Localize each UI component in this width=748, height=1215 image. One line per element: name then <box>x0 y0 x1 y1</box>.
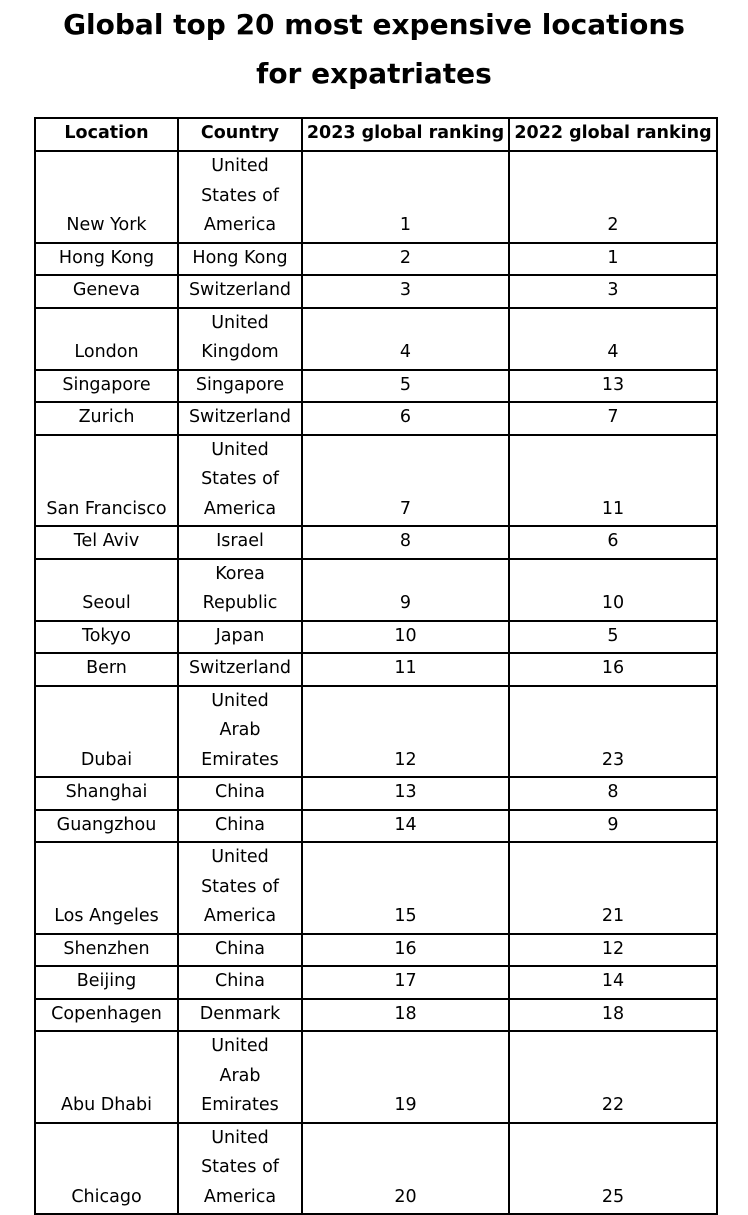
cell-2023-ranking: 10 <box>302 621 509 654</box>
cell-2022-ranking: 5 <box>509 621 717 654</box>
cell-country <box>178 1031 302 1123</box>
cell-2022-ranking: 2 <box>509 151 717 243</box>
table-row <box>35 243 717 276</box>
table-row <box>35 526 717 559</box>
cell-location: Geneva <box>35 275 178 308</box>
table-row <box>35 435 717 527</box>
cell-country-line: Arab <box>219 1065 261 1086</box>
table-row <box>35 842 717 934</box>
table-row <box>35 370 717 403</box>
table-row <box>35 653 717 686</box>
table-row <box>35 559 717 621</box>
cell-location: Beijing <box>35 966 178 999</box>
table-row <box>35 686 717 778</box>
cell-country-line: Republic <box>202 593 278 613</box>
cell-2023-ranking: 16 <box>302 934 509 967</box>
cell-2023-ranking: 2 <box>302 243 509 276</box>
cell-country <box>178 621 302 654</box>
cell-country-line: America <box>203 498 277 519</box>
header-2023-ranking: 2023 global ranking <box>302 118 509 151</box>
cell-country-line: United <box>211 439 269 460</box>
cell-country-line: United <box>211 1127 269 1148</box>
table-row <box>35 151 717 243</box>
cell-country-line: States of <box>201 1157 279 1177</box>
table-row <box>35 999 717 1032</box>
cell-country-line: America <box>203 215 277 235</box>
table-row <box>35 934 717 967</box>
table-row <box>35 810 717 843</box>
cell-country <box>178 686 302 778</box>
cell-country <box>178 966 302 999</box>
cell-country-line: China <box>215 971 265 991</box>
cell-2023-ranking: 8 <box>302 526 509 559</box>
cell-country-line: Japan <box>215 625 265 646</box>
cell-2022-ranking: 14 <box>509 966 717 999</box>
cell-country <box>178 559 302 621</box>
cell-country <box>178 275 302 308</box>
cell-location: Dubai <box>35 686 178 778</box>
cell-country-line: Switzerland <box>188 407 292 427</box>
page-title <box>0 0 748 98</box>
cell-country-line: Singapore <box>195 374 285 395</box>
header-location: Location <box>35 118 178 151</box>
cell-2022-ranking: 3 <box>509 275 717 308</box>
cell-country <box>178 934 302 967</box>
table-row <box>35 275 717 308</box>
cell-2022-ranking: 7 <box>509 402 717 435</box>
cell-country-line: Denmark <box>199 1003 281 1024</box>
cell-2023-ranking: 13 <box>302 777 509 810</box>
cell-2022-ranking: 25 <box>509 1123 717 1215</box>
cell-2023-ranking: 12 <box>302 686 509 778</box>
ranking-table <box>34 117 718 1215</box>
cell-country-line: United <box>211 690 269 711</box>
cell-country <box>178 842 302 934</box>
cell-country <box>178 308 302 370</box>
cell-2022-ranking: 10 <box>509 559 717 621</box>
cell-2023-ranking: 6 <box>302 402 509 435</box>
cell-location: Zurich <box>35 402 178 435</box>
cell-2023-ranking: 9 <box>302 559 509 621</box>
cell-2022-ranking: 18 <box>509 999 717 1032</box>
cell-country-line: China <box>215 782 265 802</box>
cell-country-line: Arab <box>219 720 261 740</box>
cell-country-line: Switzerland <box>188 658 292 678</box>
cell-country <box>178 999 302 1032</box>
cell-country-line: States of <box>201 876 279 897</box>
cell-country-line: America <box>203 1186 277 1207</box>
cell-2022-ranking: 1 <box>509 243 717 276</box>
cell-location: Shanghai <box>35 777 178 810</box>
cell-2023-ranking: 17 <box>302 966 509 999</box>
cell-country-line: United <box>211 847 269 867</box>
cell-2022-ranking: 6 <box>509 526 717 559</box>
table-row <box>35 777 717 810</box>
page-title-line-2: for expatriates <box>256 57 492 90</box>
cell-2022-ranking: 12 <box>509 934 717 967</box>
cell-2023-ranking: 15 <box>302 842 509 934</box>
cell-2022-ranking: 16 <box>509 653 717 686</box>
cell-country-line: United <box>211 312 269 333</box>
cell-country <box>178 526 302 559</box>
cell-country-line: Emirates <box>201 1095 279 1115</box>
cell-location: Copenhagen <box>35 999 178 1032</box>
cell-country <box>178 370 302 403</box>
header-country: Country <box>178 118 302 151</box>
cell-location: Hong Kong <box>35 243 178 276</box>
cell-2023-ranking: 20 <box>302 1123 509 1215</box>
cell-2022-ranking: 22 <box>509 1031 717 1123</box>
cell-2022-ranking: 21 <box>509 842 717 934</box>
table-header-row <box>35 118 717 151</box>
page-title-line-1: Global top 20 most expensive locations <box>63 8 685 41</box>
table-row <box>35 621 717 654</box>
header-2022-ranking: 2022 global ranking <box>509 118 717 151</box>
cell-country <box>178 402 302 435</box>
cell-country-line: Korea <box>215 563 265 584</box>
cell-country <box>178 151 302 243</box>
cell-location: New York <box>35 151 178 243</box>
cell-2022-ranking: 9 <box>509 810 717 843</box>
cell-location: Abu Dhabi <box>35 1031 178 1123</box>
cell-country-line: States of <box>201 469 279 489</box>
cell-location: Guangzhou <box>35 810 178 843</box>
cell-country-line: Switzerland <box>188 280 292 300</box>
cell-country-line: United <box>211 1036 269 1056</box>
cell-country <box>178 1123 302 1215</box>
cell-2022-ranking: 13 <box>509 370 717 403</box>
cell-country-line: America <box>203 906 277 926</box>
cell-location: San Francisco <box>35 435 178 527</box>
cell-location: Seoul <box>35 559 178 621</box>
cell-country-line: Israel <box>216 531 264 551</box>
table-body <box>35 151 717 1214</box>
table-row <box>35 966 717 999</box>
cell-2022-ranking: 11 <box>509 435 717 527</box>
cell-location: Singapore <box>35 370 178 403</box>
table-row <box>35 1123 717 1215</box>
cell-location: Los Angeles <box>35 842 178 934</box>
cell-2023-ranking: 3 <box>302 275 509 308</box>
cell-country-line: United <box>211 156 269 176</box>
cell-2023-ranking: 11 <box>302 653 509 686</box>
cell-country-line: Kingdom <box>201 342 279 362</box>
cell-country-line: States of <box>201 185 279 206</box>
table-row <box>35 1031 717 1123</box>
cell-2022-ranking: 23 <box>509 686 717 778</box>
cell-location: Tel Aviv <box>35 526 178 559</box>
cell-2023-ranking: 7 <box>302 435 509 527</box>
cell-2023-ranking: 19 <box>302 1031 509 1123</box>
cell-2023-ranking: 4 <box>302 308 509 370</box>
cell-location: Bern <box>35 653 178 686</box>
cell-2022-ranking: 8 <box>509 777 717 810</box>
cell-country-line: Emirates <box>201 749 279 770</box>
cell-country <box>178 810 302 843</box>
cell-location: Tokyo <box>35 621 178 654</box>
cell-country <box>178 243 302 276</box>
table-row <box>35 402 717 435</box>
cell-country-line: China <box>215 938 265 959</box>
cell-country-line: Hong Kong <box>192 247 288 268</box>
cell-2023-ranking: 14 <box>302 810 509 843</box>
cell-location: Shenzhen <box>35 934 178 967</box>
table-row <box>35 308 717 370</box>
cell-country <box>178 435 302 527</box>
cell-country <box>178 653 302 686</box>
cell-country-line: China <box>215 814 265 835</box>
cell-2022-ranking: 4 <box>509 308 717 370</box>
cell-location: London <box>35 308 178 370</box>
cell-country <box>178 777 302 810</box>
cell-2023-ranking: 1 <box>302 151 509 243</box>
cell-2023-ranking: 5 <box>302 370 509 403</box>
cell-location: Chicago <box>35 1123 178 1215</box>
cell-2023-ranking: 18 <box>302 999 509 1032</box>
